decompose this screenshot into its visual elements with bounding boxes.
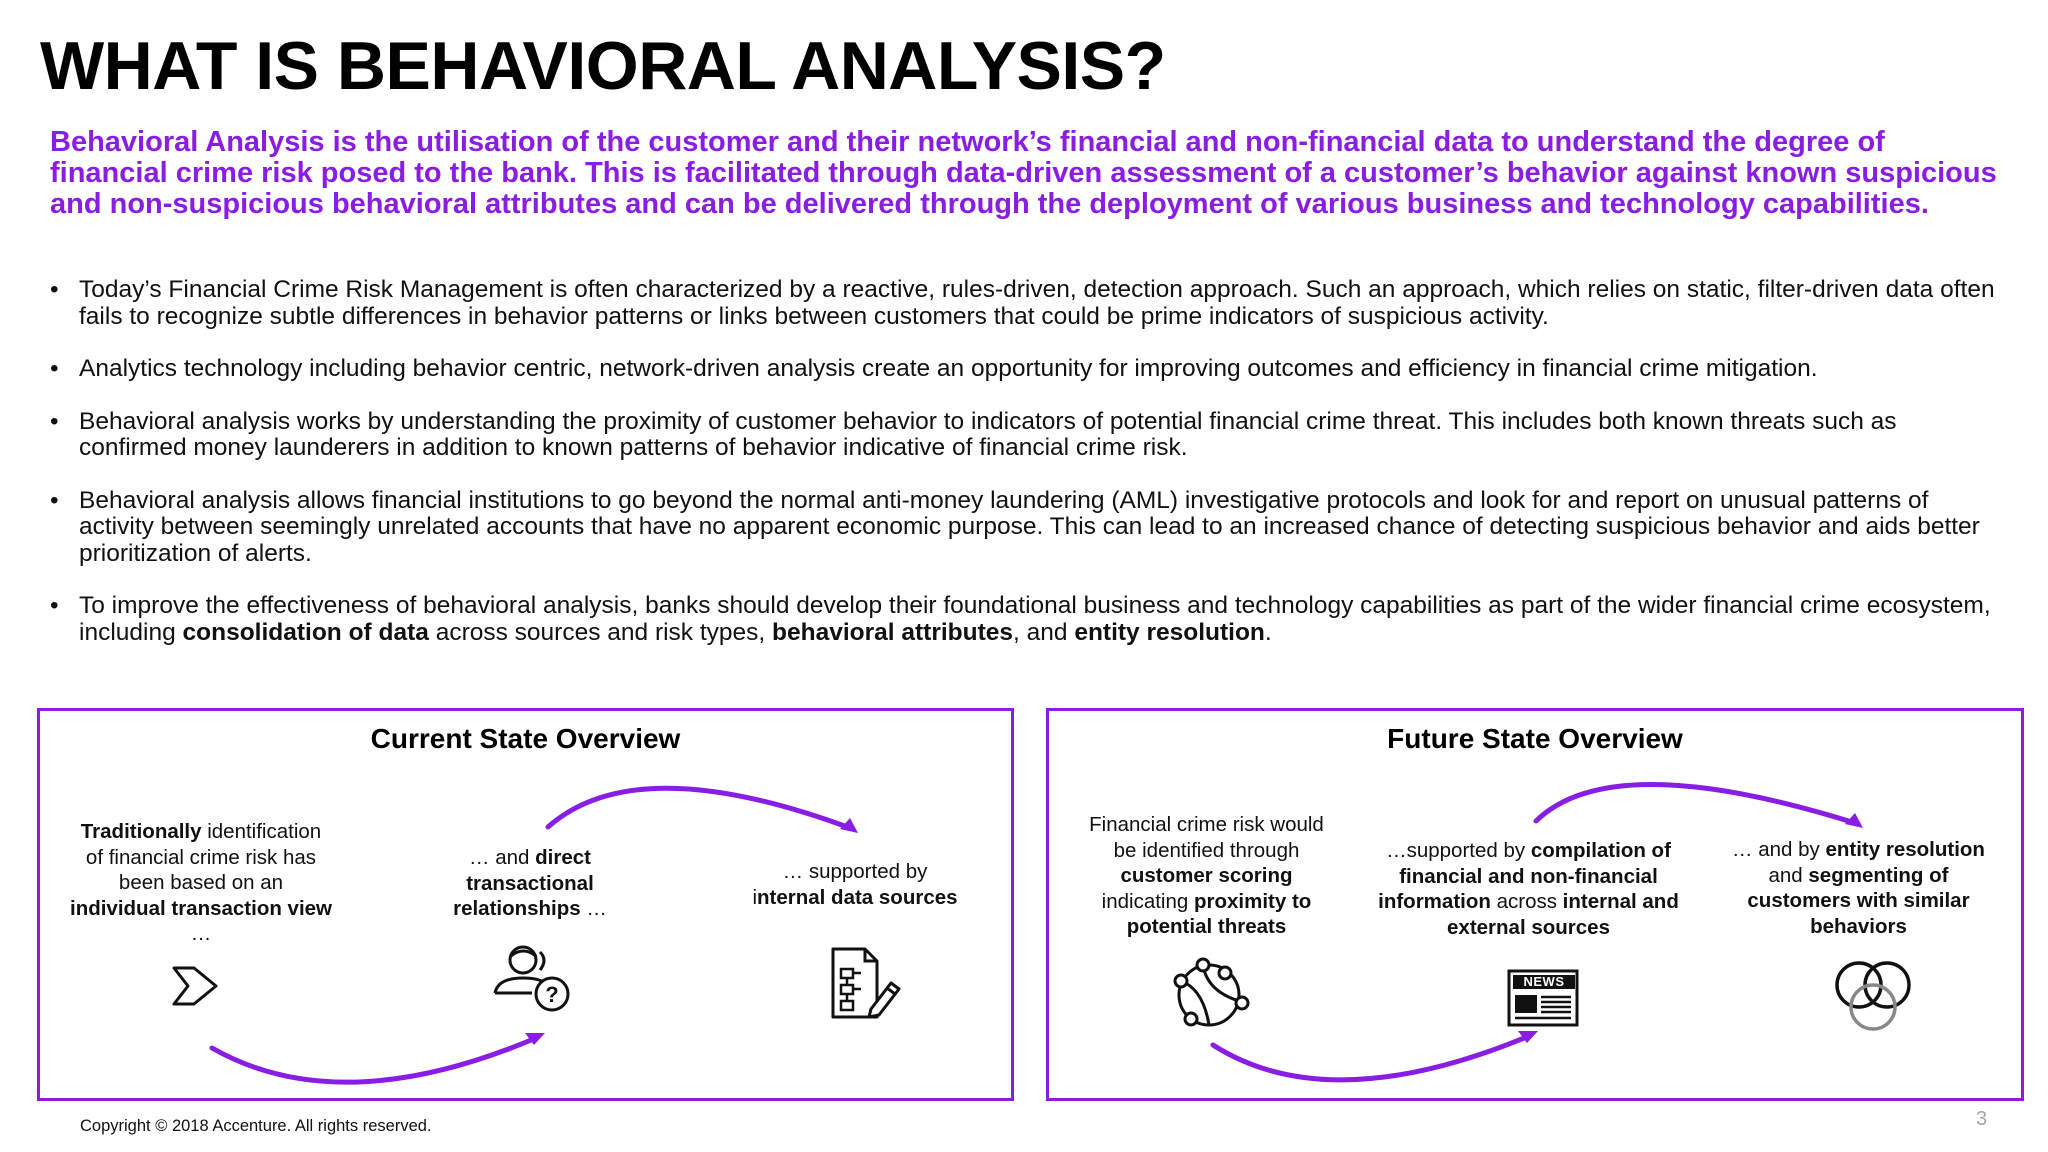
bullet-item <box>50 593 2010 646</box>
current-step-2-text <box>450 845 610 922</box>
current-step-3 <box>730 859 980 910</box>
current-state-panel <box>37 708 1014 1101</box>
text: …supported by <box>1386 839 1531 862</box>
text: … <box>190 922 212 945</box>
page-title: WHAT IS BEHAVIORAL ANALYSIS? <box>40 28 1166 104</box>
newspaper-icon <box>1507 969 1581 1029</box>
future-state-panel <box>1046 708 2024 1101</box>
copyright-footer: Copyright © 2018 Accenture. All rights reserved. <box>80 1117 432 1135</box>
future-state-heading: Future State Overview <box>1387 723 1683 754</box>
bullet-bold-attributes: behavioral attributes <box>772 618 1014 646</box>
text-bold: entity resolution <box>1825 838 1985 861</box>
current-state-heading: Current State Overview <box>370 723 681 754</box>
text: indicating <box>1101 889 1194 913</box>
text: … <box>580 897 607 920</box>
bullet-text: across sources and risk types, <box>428 618 773 646</box>
text-bold: internal and external sources <box>1447 890 1679 939</box>
person-question-icon <box>488 938 578 1018</box>
text-bold: customer scoring <box>1120 864 1293 887</box>
bullet-text: , and <box>1013 618 1075 646</box>
current-step-1-text <box>70 819 332 947</box>
text-bold: compilation of financial and non-financial information <box>1378 839 1671 913</box>
text: i <box>752 885 758 909</box>
top-arc-arrow <box>548 788 850 828</box>
news-label: NEWS <box>1523 974 1565 989</box>
current-step-1 <box>70 819 332 947</box>
text-bold: Traditionally <box>80 820 202 843</box>
text-bold: proximity to potential threats <box>1126 889 1312 938</box>
bottom-arc-arrow <box>212 1038 536 1082</box>
text-bold: individual transaction view <box>70 896 333 920</box>
bullet-list <box>50 277 2010 672</box>
arrow-right-icon <box>170 954 222 1016</box>
top-arc-arrow <box>1536 784 1855 823</box>
future-step-3-text <box>1721 837 1996 939</box>
bullet-bold-consolidation: consolidation of data <box>182 618 429 646</box>
text: … and <box>469 846 536 869</box>
current-step-2 <box>450 845 610 922</box>
text-bold: segmenting of customers with similar behaviors <box>1747 863 1970 938</box>
bottom-arc-arrow <box>1213 1036 1529 1080</box>
page-number: 3 <box>1976 1108 1988 1130</box>
text-bold: direct transactional relationships <box>453 846 594 920</box>
future-step-1-text <box>1079 812 1334 940</box>
bullet-item: • Today’s Financial Crime Risk Management is often characterized by a reactive, rules-driven, detection approach. Such an approach, which relies on static, filter-driven data often fails to recognize subtle differences in behavior patterns or links between customers that could be prime indicators of suspicious activity. <box>50 277 2010 330</box>
text: identification of financial crime risk has been based on an <box>85 820 322 894</box>
bullet-item: • Analytics technology including behavior centric, network-driven analysis create an opportunity for improving outcomes and efficiency in financial crime mitigation. <box>50 356 2010 383</box>
text: Financial crime risk would be identified through <box>1089 813 1324 862</box>
text: across <box>1490 890 1563 913</box>
document-edit-icon <box>825 943 905 1023</box>
text-bold: nternal data sources <box>757 885 958 909</box>
venn-overlap-icon <box>1827 955 1921 1035</box>
network-scoring-icon <box>1169 955 1253 1033</box>
bullet-item: • Behavioral analysis works by understanding the proximity of customer behavior to indicators of potential financial crime threat. This includes both known threats such as confirmed money launderers in addition to known patterns of behavior indicative of financial crime risk. <box>50 409 2010 462</box>
intro-paragraph: Behavioral Analysis is the utilisation of the customer and their network’s financial and non-financial data to understand the degree of financial crime risk posed to the bank. This is facilitated through data-driven assessment of a customer’s behavior against known suspicious and non-suspicious behavioral attributes and can be delivered through the deployment of various business and technology capabilities. <box>50 126 1997 220</box>
text: and <box>1768 863 1809 887</box>
future-step-3 <box>1721 837 1996 939</box>
current-step-3-text <box>730 859 980 910</box>
bullet-item: • Behavioral analysis allows financial institutions to go beyond the normal anti-money laundering (AML) investigative protocols and look for and report on unusual patterns of activity between seemingly unrelated accounts that have no apparent economic purpose. This can lead to an increased chance of detecting suspicious behavior and aids better prioritization of alerts. <box>50 488 2010 568</box>
future-step-2-text <box>1366 838 1691 940</box>
future-step-2 <box>1366 838 1691 940</box>
text: … and by <box>1732 838 1826 861</box>
future-step-1 <box>1079 812 1334 940</box>
text: … supported by <box>782 860 928 883</box>
bullet-text: To improve the effectiveness of behavioral analysis, banks should develop their foundational business and technology capabilities as part of the wider financial crime ecosystem, including <box>79 592 1991 646</box>
bullet-bold-entity-resolution: entity resolution <box>1074 618 1265 646</box>
svg-text:?: ? <box>545 982 559 1007</box>
bullet-text: . <box>1264 618 1272 646</box>
